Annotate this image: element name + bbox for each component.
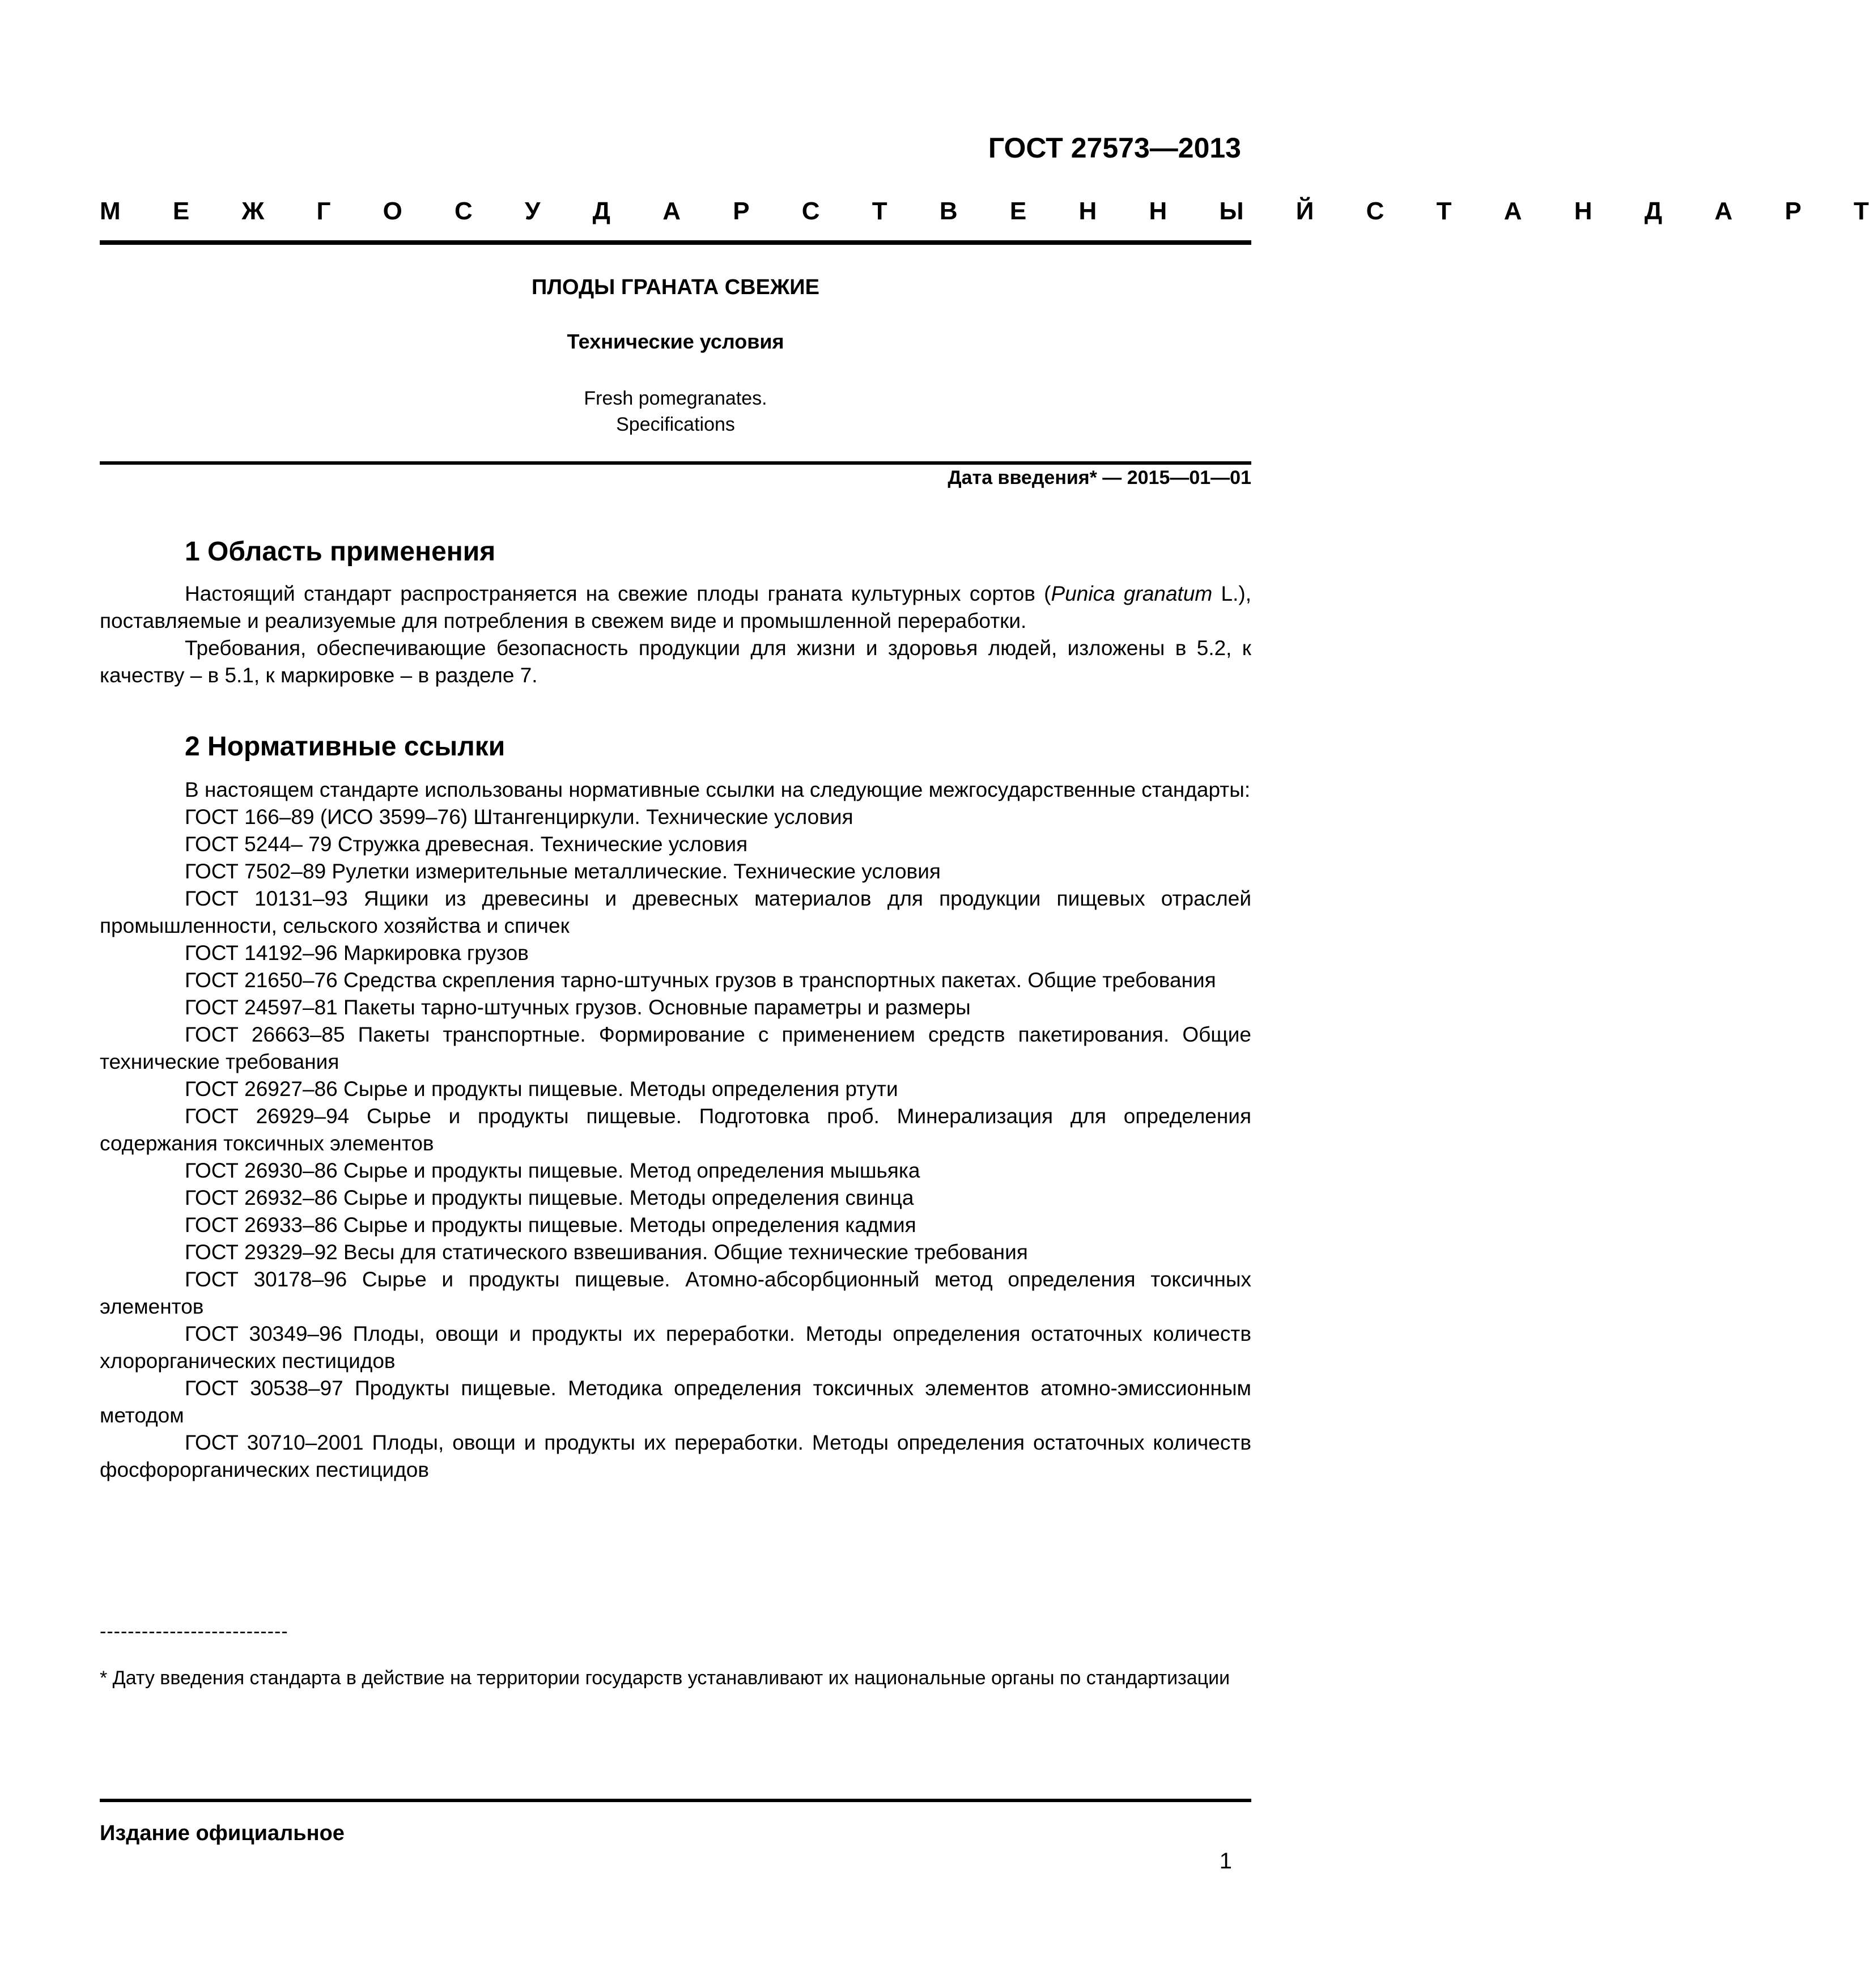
introduction-date: Дата введения* — 2015—01—01 [948, 467, 1251, 488]
section-1-paragraph-1: Настоящий стандарт распространяется на свежие плоды граната культурных сортов (Punica granatum L.), поставляемые и реализуемые для потребления в свежем виде и промышленной переработки. [100, 582, 1251, 632]
english-title [100, 385, 1251, 437]
reference-item: ГОСТ 29329–92 Весы для статического взвешивания. Общие технические требования [185, 1241, 1028, 1264]
document-title: ПЛОДЫ ГРАНАТА СВЕЖИЕ [532, 275, 819, 299]
reference-item: ГОСТ 21650–76 Средства скрепления тарно-штучных грузов в транспортных пакетах. Общие требования [185, 968, 1216, 992]
reference-item: ГОСТ 26663–85 Пакеты транспортные. Формирование с применением средств пакетирования. Общие технические требования [100, 1023, 1251, 1073]
english-title-line-2: Specifications [616, 414, 735, 435]
reference-list [100, 804, 1251, 1484]
reference-item: ГОСТ 7502–89 Рулетки измерительные металлические. Технические условия [185, 860, 941, 883]
section-1-paragraph-2: Требования, обеспечивающие безопасность продукции для жизни и здоровья людей, изложены в 5.2, к качеству – в 5.1, к маркировке – в разделе 7. [100, 636, 1251, 687]
reference-item: ГОСТ 30538–97 Продукты пищевые. Методика определения токсичных элементов атомно-эмиссионным методом [100, 1377, 1251, 1427]
reference-item: ГОСТ 30178–96 Сырье и продукты пищевые. Атомно-абсорбционный метод определения токсичных элементов [100, 1268, 1251, 1318]
reference-item: ГОСТ 26933–86 Сырье и продукты пищевые. Методы определения кадмия [185, 1213, 916, 1237]
reference-item: ГОСТ 26930–86 Сырье и продукты пищевые. Метод определения мышьяка [185, 1159, 920, 1182]
english-title-line-1: Fresh pomegranates. [584, 388, 767, 409]
footnote-separator: --------------------------- [100, 1621, 288, 1642]
standard-type-word-1: М Е Ж Г О С У Д А Р С Т В Е Н Н Ы Й [100, 197, 1314, 225]
latin-name: Punica granatum [1051, 582, 1213, 605]
document-number: ГОСТ 27573—2013 [988, 132, 1241, 164]
reference-item: ГОСТ 26927–86 Сырье и продукты пищевые. Методы определения ртути [185, 1077, 898, 1101]
reference-item: ГОСТ 26929–94 Сырье и продукты пищевые. Подготовка проб. Минерализация для определения содержания токсичных элементов [100, 1105, 1251, 1155]
reference-item: ГОСТ 166–89 (ИСО 3599–76) Штангенциркули. Технические условия [185, 805, 853, 829]
section-2-body [100, 776, 1251, 1484]
section-2-intro: В настоящем стандарте использованы нормативные ссылки на следующие межгосударственные стандарты: [185, 778, 1251, 801]
reference-item: ГОСТ 14192–96 Маркировка грузов [185, 941, 529, 965]
footer-divider [100, 1799, 1251, 1802]
reference-item: ГОСТ 5244– 79 Стружка древесная. Технические условия [185, 832, 748, 856]
footnote-text: * Дату введения стандарта в действие на территории государств устанавливают их национальные органы по стандартизации [100, 1667, 1230, 1689]
section-1-heading: 1 Область применения [185, 537, 496, 567]
page-number: 1 [1219, 1849, 1232, 1874]
edition-label: Издание официальное [100, 1821, 345, 1845]
header-divider [100, 240, 1251, 245]
section-1-body [100, 580, 1251, 689]
standard-type-word-2: С Т А Н Д А Р Т [1366, 197, 1869, 225]
reference-item: ГОСТ 30710–2001 Плоды, овощи и продукты их переработки. Методы определения остаточных количеств фосфорорганических пестицидов [100, 1431, 1251, 1481]
document-subtitle: Технические условия [567, 330, 784, 353]
reference-item: ГОСТ 24597–81 Пакеты тарно-штучных грузов. Основные параметры и размеры [185, 996, 971, 1019]
section-2-heading: 2 Нормативные ссылки [185, 732, 506, 762]
reference-item: ГОСТ 30349–96 Плоды, овощи и продукты их переработки. Методы определения остаточных количеств хлорорганических пестицидов [100, 1322, 1251, 1373]
reference-item: ГОСТ 26932–86 Сырье и продукты пищевые. Методы определения свинца [185, 1186, 914, 1209]
reference-item: ГОСТ 10131–93 Ящики из древесины и древесных материалов для продукции пищевых отраслей промышленности, сельского хозяйства и спичек [100, 887, 1251, 937]
standard-type-label [100, 197, 1869, 226]
title-divider [100, 461, 1251, 465]
